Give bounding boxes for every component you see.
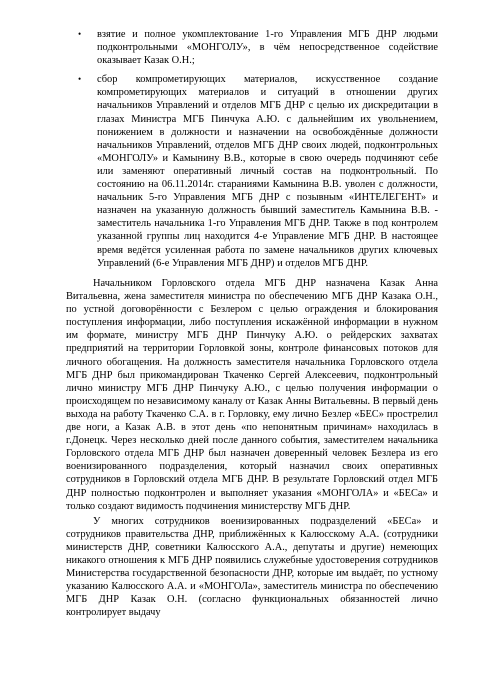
bullet-text: взятие и полное укомплектование 1-го Управления МГБ ДНР людьми подконтрольными «МОНГОЛУ», в чём непосредственное содействие оказывает Казак О.Н.; <box>97 29 438 67</box>
bullet-marker: • <box>78 74 82 85</box>
bullet-item <box>70 73 438 269</box>
body-text <box>66 277 438 621</box>
bullet-marker: • <box>78 29 82 39</box>
paragraph: У многих сотрудников военизированных подразделений «БЕСа» и сотрудников правительства ДНР, приближённых к Калюсскому А.А. (сотрудники министерств ДНР, советники Калюсского А.А., депутаты и другие) немеющих никакого отношения к МГБ ДНР появились служебные удостоверения сотрудников Министерства государственной безопасности ДНР, которые им выдаёт, по устному указанию Калюсского А.А. и «МОНГОЛа», заместитель министра по обеспечению МГБ ДНР Казак О.Н. (согласно функциональных обязанностей лично контролирует выдачу <box>66 515 438 619</box>
bullet-list <box>70 28 438 276</box>
paragraph: Начальником Горловского отдела МГБ ДНР назначена Казак Анна Витальевна, жена заместителя министра по обеспечению МГБ ДНР Казака О.Н., по устной договорённости с Безлером с целью ограждения и блокирования поступления информации, либо поступления искажённой информации в нужном им формате, министру МГБ ДНР Пинчуку А.Ю. о рейдерских захватах предприятий на территории Горловкой зоны, контроле финансовых потоков для личного обогащения. На должность заместителя начальника Горловского отдела МГБ ДНР был прикомандирован Ткаченко Сергей Алексеевич, подконтрольный лично министру МГБ ДНР Пинчуку А.Ю., с целью получения информации о происходящем по независимому каналу от Казак Анны Витальевны. В первый день выхода на работу Ткаченко С.А. в г. Горловку, ему лично Безлер «БЕС» прострелил две ноги, а Казак А.В. в этот день «по непонятным причинам» находилась в г.Донецк. Через несколько дней после данного события, заместителем начальника Горловского отдела МГБ ДНР был назначен доверенный человек Безлера из его военизированного подразделения, который назначил своих оперативных сотрудников в Горловский отдела МГБ ДНР. В результате Горловский отдел МГБ ДНР полностью подконтролен и выполняет указания «МОНГОЛА» и «БЕСа» и только создают видимость подчинения министерству МГБ ДНР. <box>66 278 438 512</box>
bullet-text: сбор компрометирующих материалов, искусственное создание компрометирующих материалов и ситуаций в отношении других начальников Управлений и отделов МГБ ДНР с целью их дискредитации в глазах Министра МГБ Пинчука А.Ю. с дальнейшим их увольнением, понижением в должности и назначении на освобождённые должности начальников Управлений, отделов МГБ ДНР своих людей, подконтрольных «МОНГОЛУ» и Камынину В.В., которые в свою очередь подчиняют себе или заменяют оперативный личный состав на подконтрольный. По состоянию на 06.11.2014г. стараниями Камынина В.В. уволен с должности, начальник 5-го Управления МГБ ДНР с позывным «ИНТЕЛЕГЕНТ» и назначен на указанную должность бывший заместитель Камынина В.В. - заместитель начальника 1-го Управления МГБ ДНР. Также в под контролем указанной группы лиц находится 4-е Управление МГБ ДНР. В настоящее время ведётся усиленная работа по замене начальников других ключевых Управлений (6-е Управления МГБ ДНР) и отделов МГБ ДНР. <box>97 74 438 269</box>
bullet-item <box>70 28 438 67</box>
